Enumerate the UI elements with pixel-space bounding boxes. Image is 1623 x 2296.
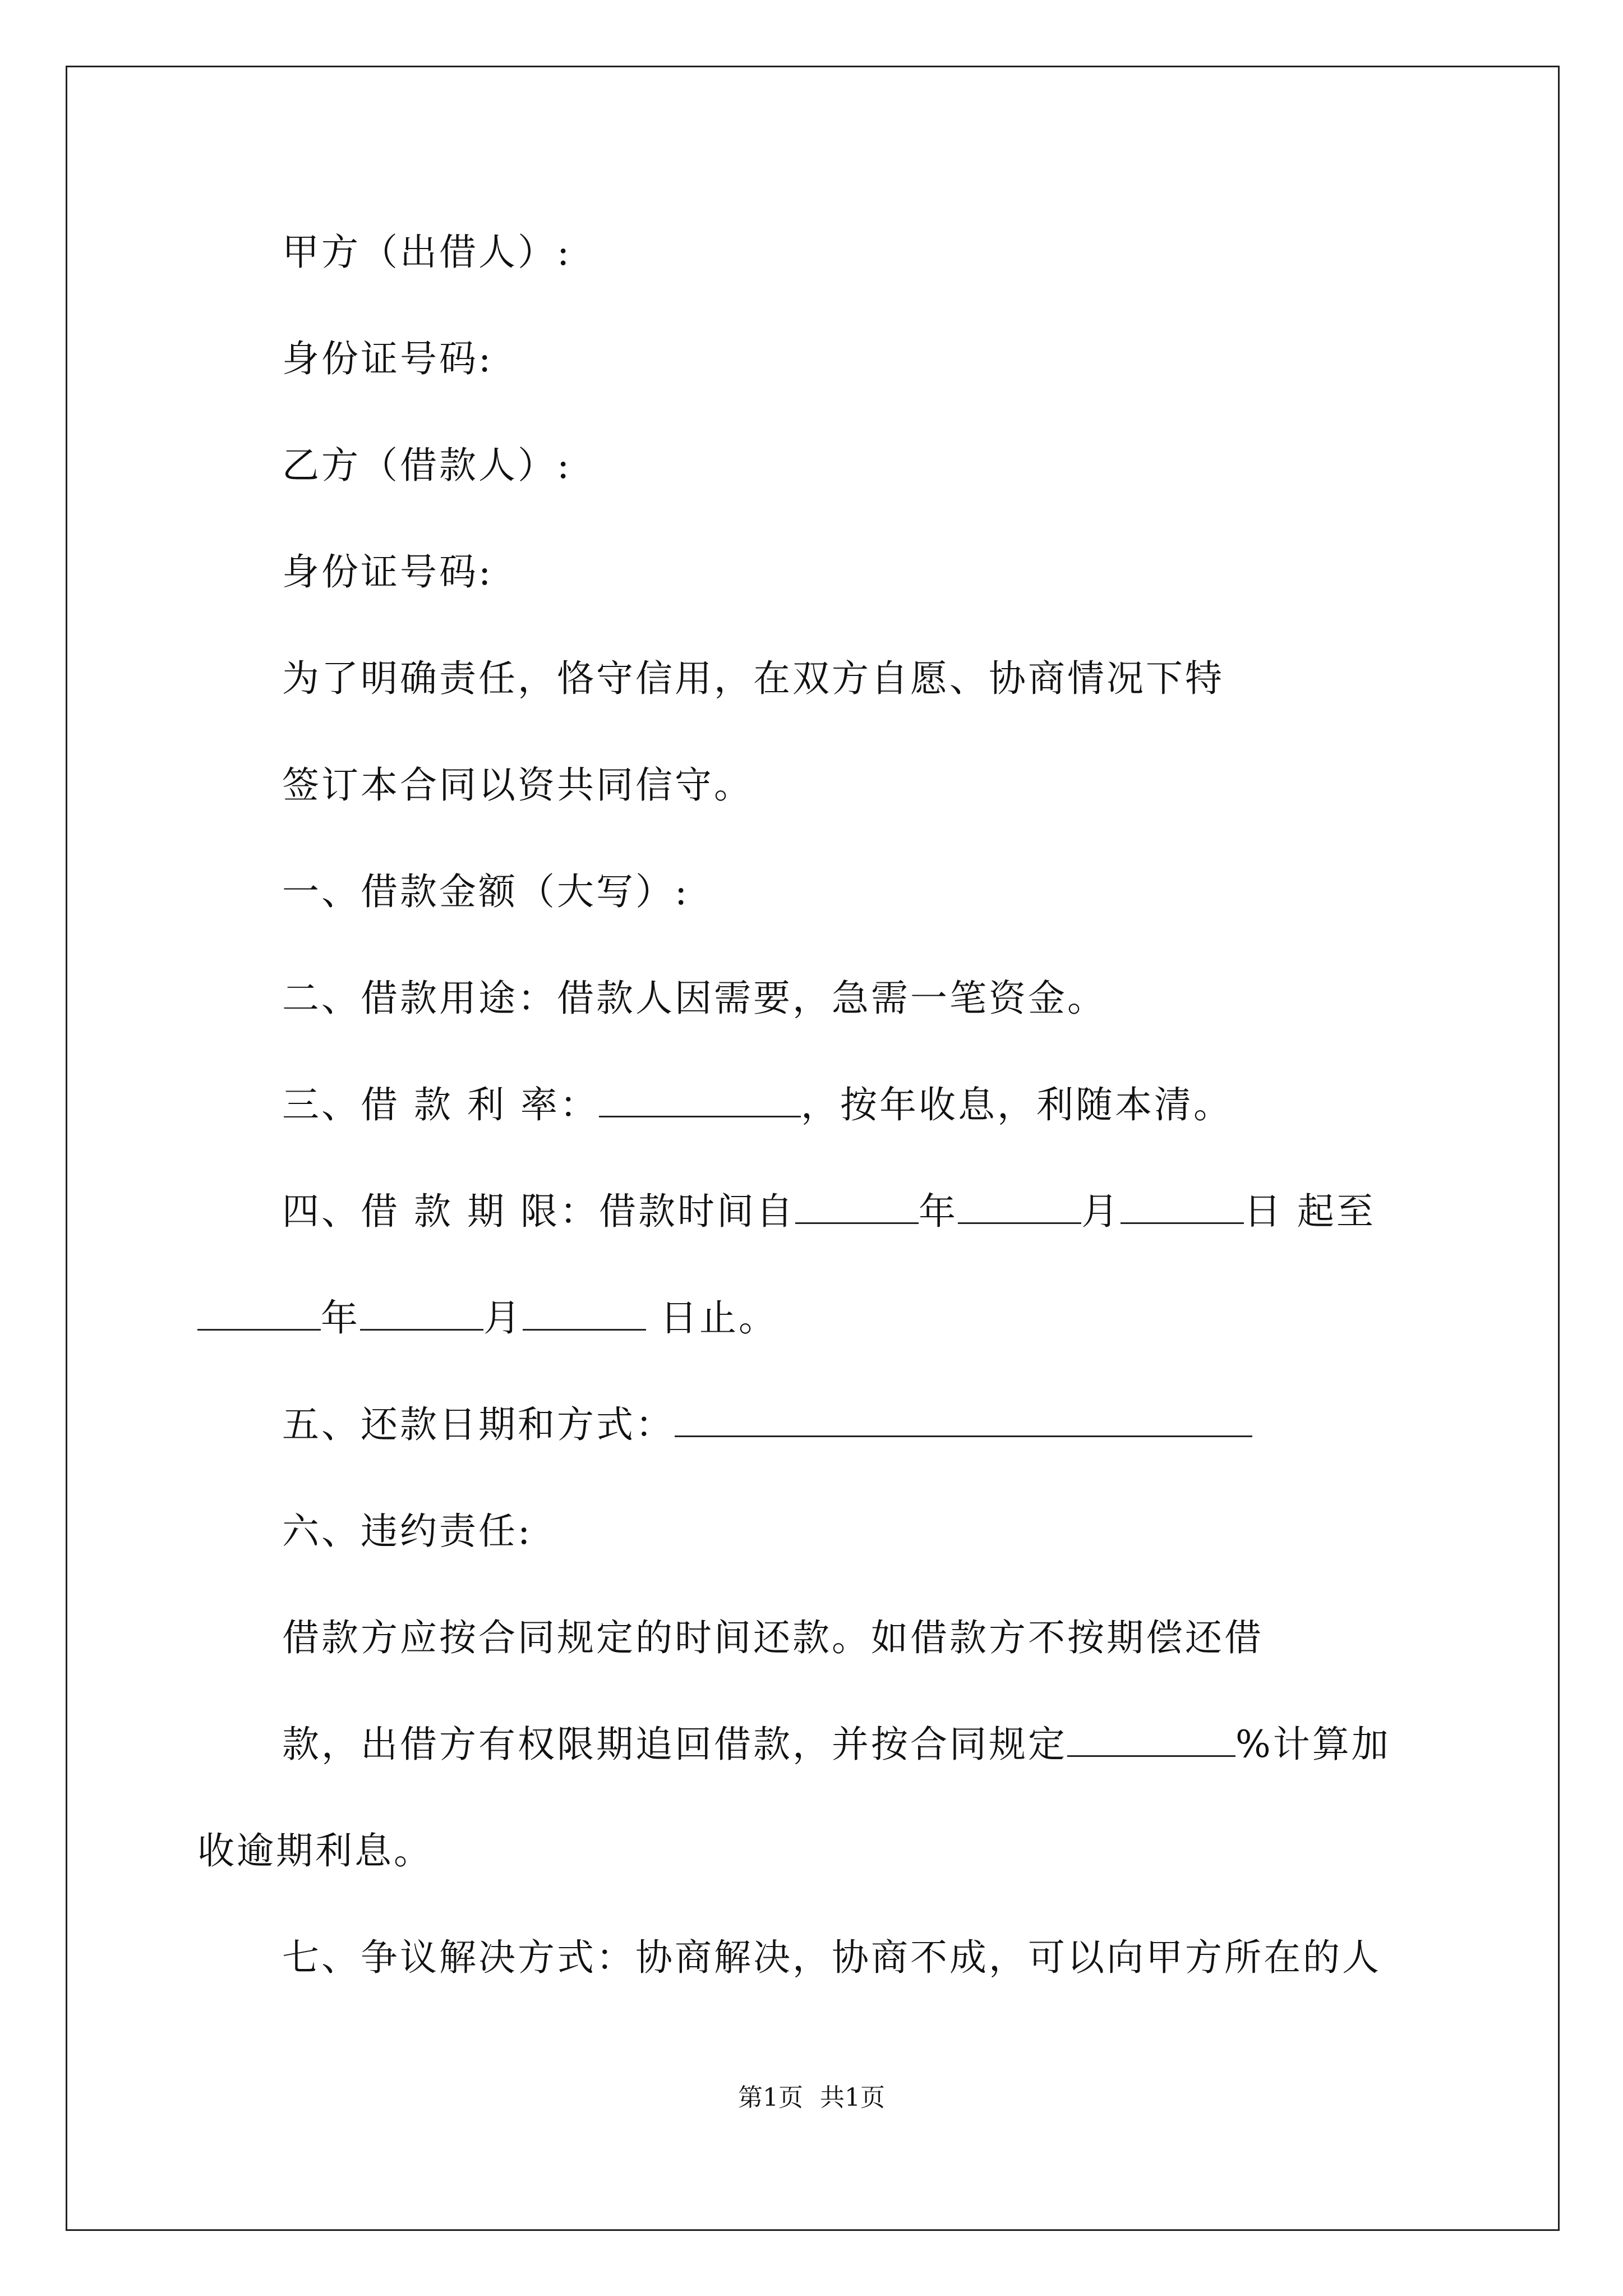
- clause-usage: 二、借款用途：借款人因需要，急需一笔资金。: [282, 977, 1106, 1020]
- purpose-intro-line: 为了明确责任，恪守信用，在双方自愿、协商情况下特: [282, 657, 1224, 700]
- breach-text-2: [282, 1722, 1391, 1767]
- term-day-label: 日 起至: [1243, 1190, 1376, 1233]
- term-end-year-blank[interactable]: [197, 1297, 321, 1331]
- breach-text-3: 收逾期利息。: [197, 1829, 433, 1872]
- page-number: 第1页: [738, 2083, 803, 2112]
- clause-amount: 一、借款金额（大写）:: [282, 870, 690, 913]
- term-end-month-blank[interactable]: [360, 1297, 483, 1331]
- penalty-rate-blank[interactable]: [1067, 1724, 1235, 1757]
- clause-term-end: [197, 1296, 778, 1341]
- term-label: 四、借 款 期 限：借款时间自: [282, 1190, 795, 1233]
- breach-text-2-suffix: %计算加: [1235, 1723, 1391, 1766]
- clause-repayment: [282, 1402, 1252, 1447]
- borrower-id-line: 身份证号码:: [282, 550, 494, 593]
- term-end-year-label: 年: [321, 1296, 360, 1340]
- rate-label: 三、借 款 利 率：: [282, 1083, 599, 1126]
- rate-suffix: ，按年收息，利随本清。: [800, 1083, 1233, 1126]
- borrower-line: 乙方（借款人）:: [282, 444, 572, 487]
- term-end-day-blank[interactable]: [523, 1297, 646, 1331]
- breach-text-1: 借款方应按合同规定的时间还款。如借款方不按期偿还借: [282, 1616, 1264, 1659]
- term-month-label: 月: [1081, 1190, 1121, 1233]
- term-start-year-blank[interactable]: [795, 1191, 919, 1224]
- repay-label: 五、还款日期和方式：: [282, 1403, 675, 1446]
- term-start-day-blank[interactable]: [1121, 1191, 1244, 1224]
- rate-blank[interactable]: [599, 1084, 801, 1117]
- term-end-day-label: 日止。: [646, 1296, 778, 1340]
- lender-line: 甲方（出借人）:: [282, 231, 572, 274]
- clause-dispute: 七、争议解决方式：协商解决，协商不成，可以向甲方所在的人: [282, 1936, 1381, 1979]
- breach-text-2-prefix: 款，出借方有权限期追回借款，并按合同规定: [282, 1723, 1067, 1766]
- lender-id-line: 身份证号码:: [282, 337, 494, 380]
- clause-breach-title: 六、违约责任:: [282, 1510, 533, 1553]
- clause-term: [282, 1189, 1376, 1234]
- term-start-month-blank[interactable]: [958, 1191, 1081, 1224]
- repay-blank[interactable]: [675, 1404, 1252, 1437]
- page-total: 共1页: [820, 2083, 885, 2112]
- term-end-month-label: 月: [483, 1296, 523, 1340]
- purpose-intro-line-2: 签订本合同以资共同信守。: [282, 763, 753, 807]
- page-footer: [0, 2081, 1623, 2115]
- page-border: [66, 66, 1560, 2231]
- term-year-label: 年: [918, 1190, 958, 1233]
- clause-rate: [282, 1083, 1233, 1128]
